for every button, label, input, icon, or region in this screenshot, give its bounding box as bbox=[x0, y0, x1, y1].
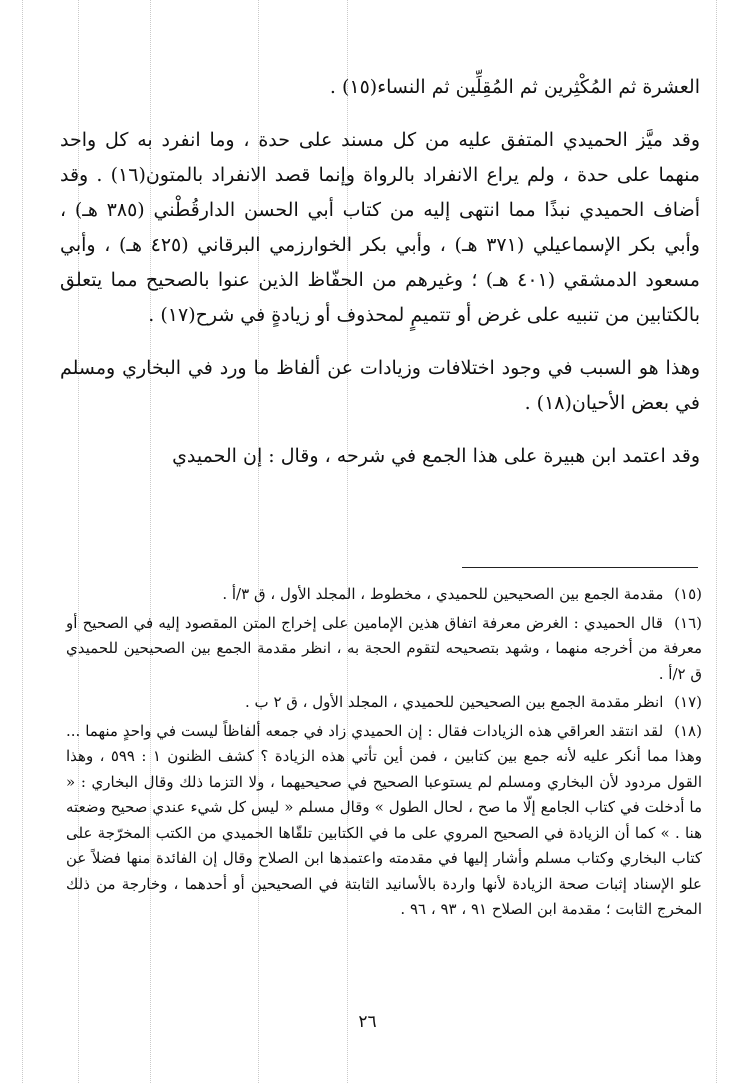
body-paragraph: وقد اعتمد ابن هبيرة على هذا الجمع في شرحه ، وقال : إن الحميدي bbox=[172, 445, 700, 467]
body-paragraph: العشرة ثم المُكْثِرين ثم المُقِلِّين ثم النساء(١٥) . bbox=[329, 76, 700, 98]
footnote-text: مقدمة الجمع بين الصحيحين للحميدي ، مخطوط ، المجلد الأول ، ق ٣/أ . bbox=[222, 585, 664, 603]
footnote-text: انظر مقدمة الجمع بين الصحيحين للحميدي ، المجلد الأول ، ق ٢ ب . bbox=[245, 693, 664, 711]
margin-guide-line bbox=[716, 0, 717, 1083]
footnote-number: (١٥) bbox=[674, 585, 702, 603]
margin-guide-line bbox=[22, 0, 23, 1083]
body-paragraph: وقد ميَّز الحميدي المتفق عليه من كل مسند على حدة ، وما انفرد به كل واحد منهما على حدة ، ولم يراع الانفراد بالرواة وإنما قصد الانفراد بالمتون(١٦) . وقد أضاف الحميدي نبذًا مما انتهى إليه من كتاب أبي الحسن الدارقُطْني (٣٨٥ هـ) ، وأبي بكر الإسماعيلي (٣٧١ هـ) ، وأبي بكر الخوارزمي البرقاني (٤٢٥ هـ) ، وأبي مسعود الدمشقي (٤٠١ هـ) ؛ وغيرهم من الحفّاظ الذين عنوا بالصحيح مما يتعلق بالكتابين من تنبيه على غرض أو تتميمٍ لمحذوف أو زيادةٍ في شرح(١٧) . bbox=[60, 129, 700, 326]
footnote bbox=[66, 690, 702, 716]
footnote bbox=[66, 582, 702, 608]
body-paragraph: وهذا هو السبب في وجود اختلافات وزيادات عن ألفاظ ما ورد في البخاري ومسلم في بعض الأحيان(١٨) . bbox=[60, 357, 700, 414]
footnote bbox=[66, 611, 702, 688]
footnotes-section bbox=[66, 582, 702, 926]
footnote-number: (١٧) bbox=[674, 693, 702, 711]
footnote-number: (١٦) bbox=[674, 613, 702, 632]
footnote bbox=[66, 719, 702, 923]
footnote-text: لقد انتقد العراقي هذه الزيادات فقال : إن الحميدي زاد في جمعه ألفاظاً ليست في واحدٍ منهما ... وهذا مما أنكر عليه لأنه جمع بين كتابين ، فمن أين تأتي هذه الزيادة ؟ كشف الظنون ١ : ٥٩٩ ، وهذا القول مردود لأن البخاري ومسلم لم يستوعبا الصحيح في صحيحيهما ، ولا التزما ذلك وقال البخاري : « ما أدخلت في كتاب الجامع إلّا ما صح ، لحال الطول » وقال مسلم « ليس كل شيء عندي صحيح وضعته هنا . » كما أن الزيادة في الصحيح المروي على ما في الكتابين تلقّاها الحميدي من الكتب المخرّجة على كتاب البخاري وكتاب مسلم وأشار إليها في مقدمته واعتمدها ابن الصلاح وقال إن الفائدة منها فضلاً عن علو الإسناد إثبات صحة الزيادة لأنها واردة بالأسانيد الثابتة في الصحيحين أو أحدهما ، وخارجة من ذلك المخرج الثابت ؛ مقدمة ابن الصلاح ٩١ ، ٩٣ ، ٩٦ . bbox=[66, 721, 702, 918]
footnote-text: قال الحميدي : الغرض معرفة اتفاق هذين الإمامين على إخراج المتن المقصود إليه في الصحيح أو معرفة من أخرجه منهما ، وشهد بتصحيحه لتقوم الحجة به ، انظر مقدمة الجمع بين الصحيحين للحميدي ق ٢/أ . bbox=[66, 613, 702, 683]
footnote-separator bbox=[462, 567, 698, 568]
footnote-number: (١٨) bbox=[674, 721, 702, 740]
main-body-text bbox=[60, 70, 700, 474]
page-number: ٢٦ bbox=[358, 1012, 377, 1032]
